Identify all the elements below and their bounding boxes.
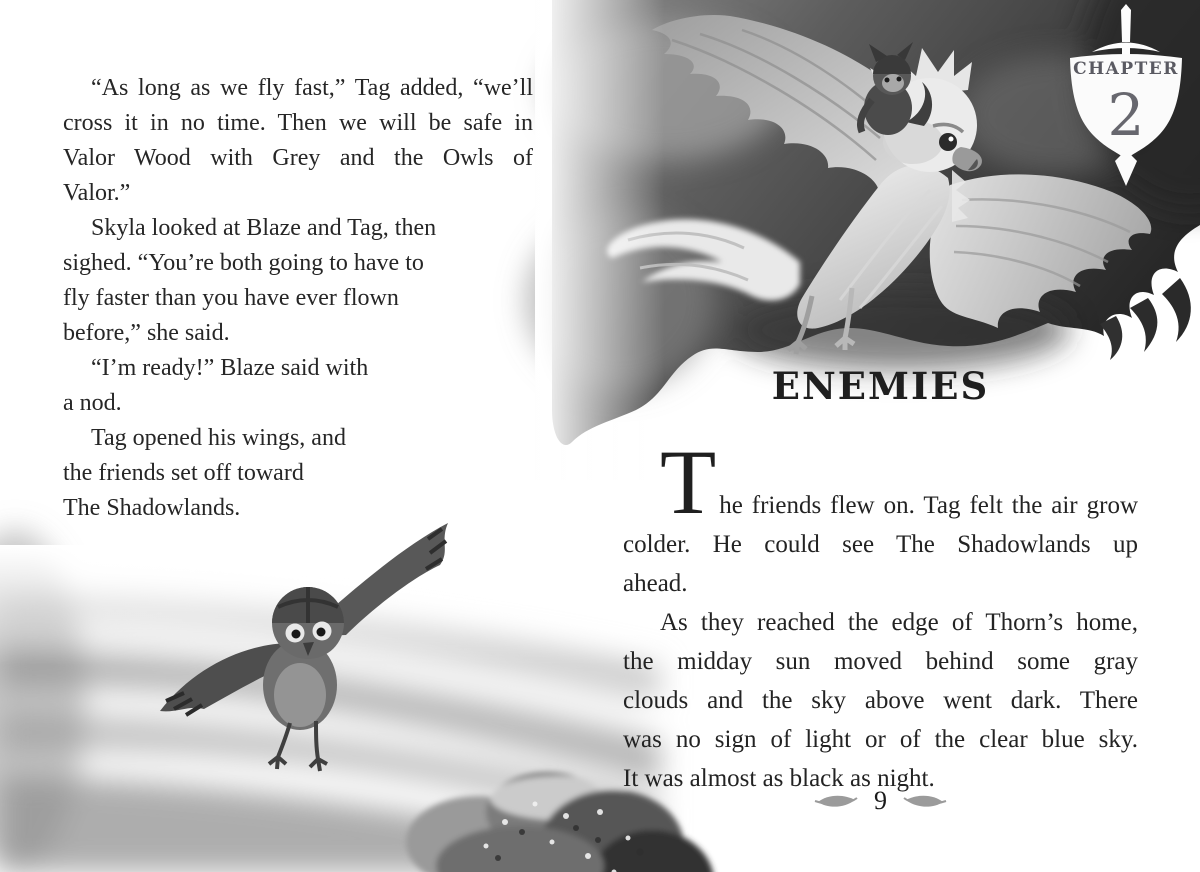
story-line: As they reached the edge of Thorn’s home,: [660, 609, 1138, 636]
story-line-text: he friends flew on. Tag felt the air grow: [719, 492, 1138, 519]
story-line: sighed. “You’re both going to have to: [63, 250, 424, 276]
story-line: the friends set off toward: [63, 460, 304, 486]
story-line: ahead.: [623, 570, 688, 597]
story-line: clouds and the sky above went dark. There: [623, 687, 1138, 714]
leaf-left-icon: [814, 792, 858, 810]
story-line: before,” she said.: [63, 320, 230, 346]
story-line: “I’m ready!” Blaze said with: [91, 355, 369, 381]
story-line: was no sign of light or of the clear blue sky.: [623, 726, 1138, 753]
chapter-number: 2: [1107, 81, 1145, 149]
story-line: [623, 431, 1138, 533]
story-line: The Shadowlands.: [63, 495, 241, 521]
story-line: It was almost as black as night.: [623, 765, 935, 792]
left-page-text: [63, 71, 533, 526]
drop-cap: T: [660, 431, 717, 533]
right-page-paragraph-2: [623, 603, 1138, 798]
story-line: a nod.: [63, 390, 122, 416]
story-line: cross it in no time. Then we will be safe in: [63, 110, 533, 136]
story-line: Tag opened his wings, and: [91, 425, 346, 451]
story-line: “As long as we fly fast,” Tag added, “we’ll: [91, 75, 533, 101]
chapter-title: ENEMIES: [771, 364, 990, 408]
story-line: Valor.”: [63, 180, 131, 206]
story-line: Valor Wood with Grey and the Owls of: [63, 145, 533, 171]
story-line: fly faster than you have ever flown: [63, 285, 399, 311]
right-page-paragraph-1: [623, 431, 1138, 603]
page-number: 9: [874, 786, 887, 815]
story-line: Skyla looked at Blaze and Tag, then: [91, 215, 437, 241]
story-line: the midday sun moved behind some gray: [623, 648, 1138, 675]
story-line: colder. He could see The Shadowlands up: [623, 531, 1138, 558]
cloud-left-fade: [535, 0, 665, 480]
chapter-label: CHAPTER: [1073, 59, 1179, 79]
leaf-right-icon: [903, 792, 947, 810]
page-footer: [623, 788, 1138, 814]
